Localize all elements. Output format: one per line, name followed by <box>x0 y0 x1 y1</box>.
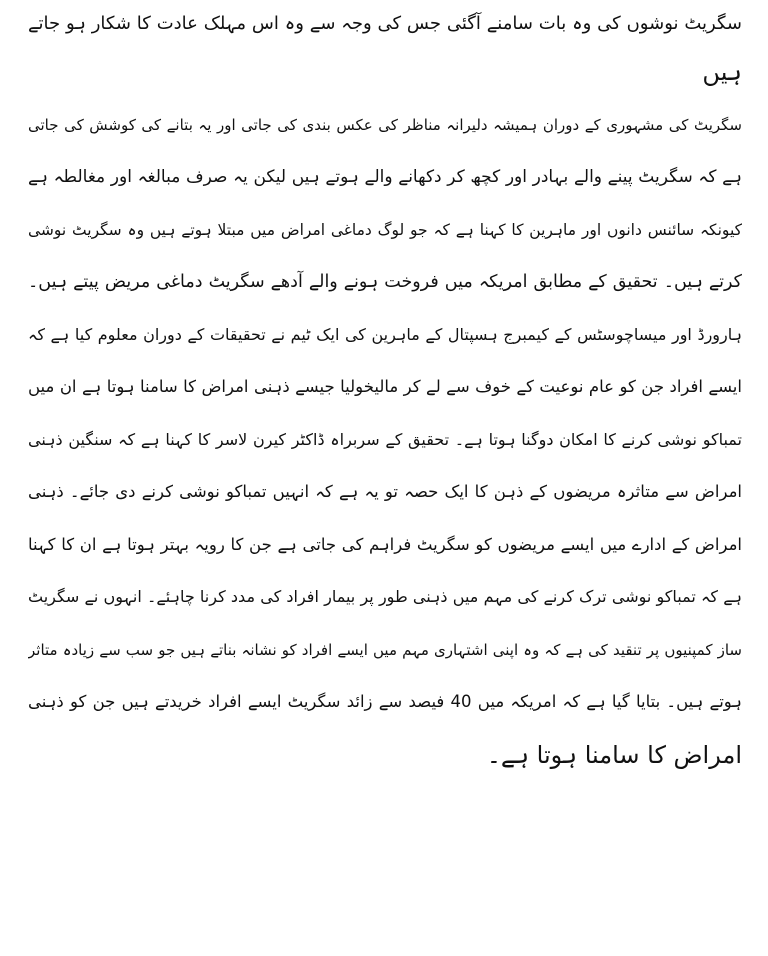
body-line-7: تمباکو نوشی کرنے کا امکان دوگنا ہوتا ہے۔ تحقیق کے سربراہ ڈاکٹر کیرن لاسر کا کہنا ہے کہ سنگین ذہنی <box>28 429 742 449</box>
body-line-1: سگریٹ کی مشہوری کے دوران ہمیشہ دلیرانہ مناظر کی عکس بندی کی جاتی اور یہ بتانے کی کوشش کی جاتی <box>28 115 742 134</box>
body-line-3: کیونکہ سائنس دانوں اور ماہرین کا کہنا ہے کہ جو لوگ دماغی امراض میں مبتلا ہوتے ہیں وہ سگریٹ نوشی <box>28 220 742 239</box>
body-line-6: ایسے افراد جن کو عام نوعیت کے خوف سے لے کر مالیخولیا جیسے ذہنی امراض کا سامنا ہوتا ہے ان میں <box>28 377 742 396</box>
body-line-11: ساز کمپنیوں پر تنقید کی ہے کہ وہ اپنی اشتہاری مہم میں ایسے افراد کو نشانہ بناتے ہیں جو سب سے زیادہ متاثر <box>28 640 742 659</box>
body-line-13: امراض کا سامنا ہوتا ہے۔ <box>486 740 742 769</box>
body-line-5: ہارورڈ اور میساچوسٹس کے کیمبرج ہسپتال کے ماہرین کی ایک ٹیم نے تحقیقات کے دوران معلوم کیا ہے کہ <box>28 324 742 344</box>
body-line-2: ہے کہ سگریٹ پینے والے بہادر اور کچھ کر دکھانے والے ہوتے ہیں لیکن یہ صرف مبالغہ اور مغالطہ ہے <box>28 167 742 187</box>
body-line-9: امراض کے ادارے میں ایسے مریضوں کو سگریٹ فراہم کی جاتی ہے جن کا رویہ بہتر ہوتا ہے ان کا کہنا <box>28 534 742 554</box>
body-line-8: امراض سے متاثرہ مریضوں کے ذہن کا ایک حصہ تو یہ ہے کہ انہیں تمباکو نوشی کرنے دی جائے۔ ذہنی <box>28 482 742 501</box>
body-line-4: کرتے ہیں۔ تحقیق کے مطابق امریکہ میں فروخت ہونے والے آدھے سگریٹ دماغی مریض پیتے ہیں۔ <box>28 272 742 292</box>
body-line-12: ہوتے ہیں۔ بتایا گیا ہے کہ امریکہ میں 40 فیصد سے زائد سگریٹ ایسے افراد خریدتے ہیں جن کو ذہنی <box>28 692 742 711</box>
title-line-1: سگریٹ نوشوں کی وہ بات سامنے آگئی جس کی وجہ سے وہ اس مہلک عادت کا شکار ہو جاتے <box>28 13 742 34</box>
body-line-10: ہے کہ تمباکو نوشی ترک کرنے کی مہم میں ذہنی طور پر بیمار افراد کی مدد کرنا چاہئے۔ انہوں نے سگریٹ <box>28 587 742 606</box>
title-line-2: ہیں <box>702 58 742 86</box>
